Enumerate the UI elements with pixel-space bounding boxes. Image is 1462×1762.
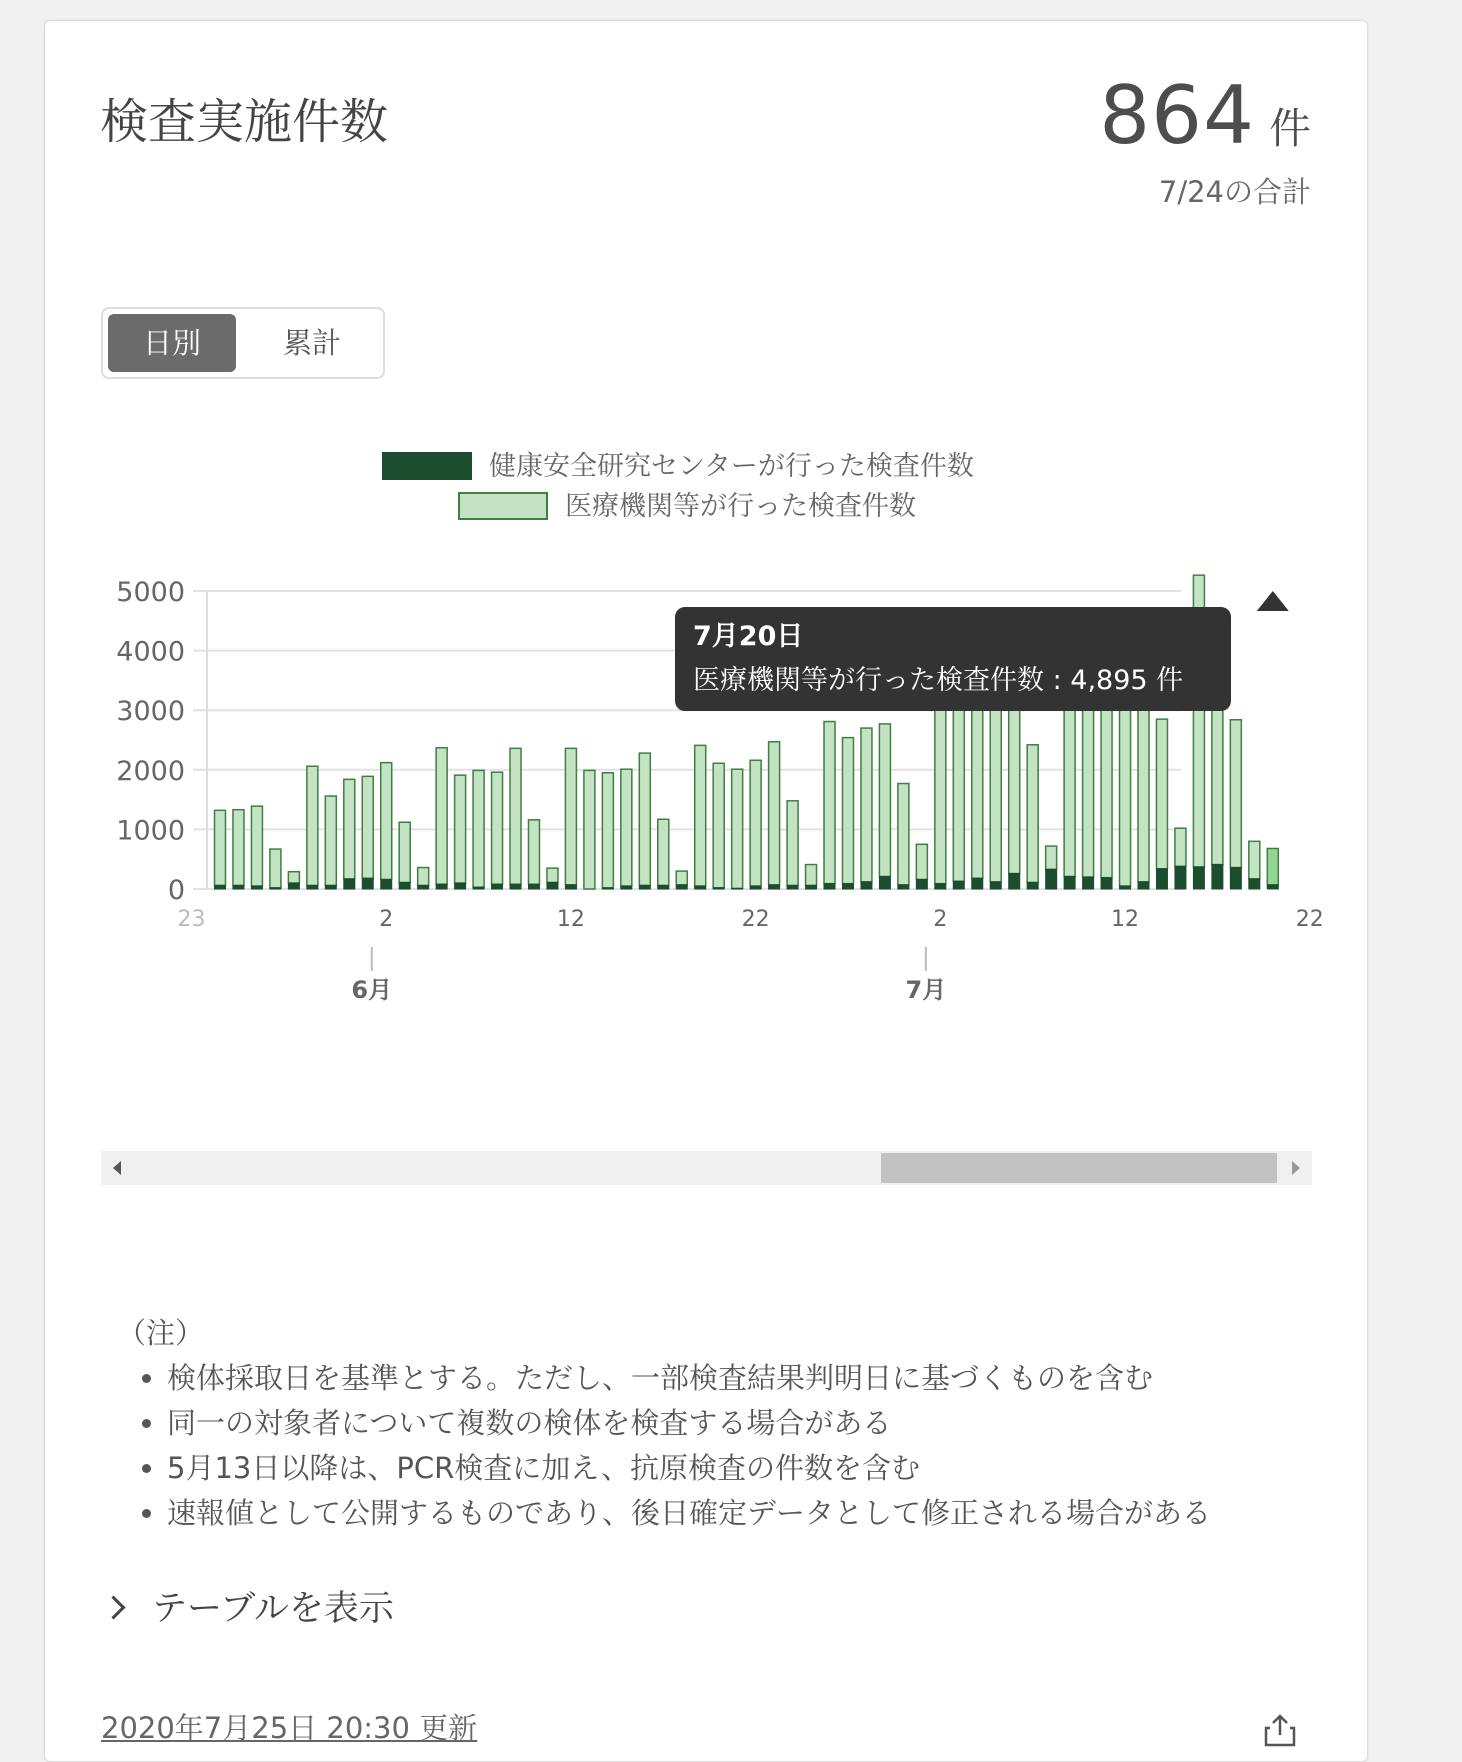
bar-center <box>953 881 964 889</box>
x-tick-label: 2 <box>933 907 948 932</box>
chevron-right-icon <box>101 1595 125 1619</box>
bar-center <box>251 886 262 889</box>
bar-center <box>1175 866 1186 889</box>
legend-swatch <box>383 453 471 479</box>
bar-center <box>676 885 687 889</box>
bar-medical <box>418 868 429 886</box>
bar-center <box>1046 869 1057 889</box>
bar-center <box>1064 876 1075 889</box>
scrollbar-thumb[interactable] <box>881 1153 1277 1183</box>
bar-medical <box>399 822 410 882</box>
bar-medical <box>1249 841 1260 879</box>
scroll-left-icon[interactable] <box>113 1161 121 1175</box>
bar-medical <box>510 748 521 884</box>
bar-center <box>639 885 650 889</box>
bar-center <box>898 885 909 889</box>
bar-center <box>1009 874 1020 889</box>
bar-center <box>935 884 946 889</box>
bar-medical <box>972 686 983 878</box>
bar-medical <box>1175 828 1186 866</box>
bar-medical <box>621 769 632 886</box>
bar-center <box>418 885 429 889</box>
total-value: 864 <box>1099 69 1255 162</box>
bar-center <box>621 886 632 889</box>
x-tick-label: 23 <box>177 907 206 932</box>
daily-toggle-button[interactable]: 日別 <box>108 314 236 372</box>
tooltip-title: 7月20日 <box>693 621 804 652</box>
bar-center <box>861 882 872 889</box>
chart-scrollbar[interactable] <box>101 1151 1312 1185</box>
chart-card <box>44 20 1368 1762</box>
x-tick-label: 12 <box>556 907 585 932</box>
tooltip-pointer <box>1257 591 1289 611</box>
notes-list <box>117 1356 1317 1536</box>
bar-medical <box>916 844 927 879</box>
bar-medical <box>565 748 576 884</box>
bar-center <box>713 888 724 889</box>
bar-medical <box>1230 720 1241 868</box>
bar-center <box>842 884 853 889</box>
bar-center <box>972 878 983 889</box>
bar-medical <box>1267 848 1278 884</box>
bar-medical <box>473 770 484 887</box>
x-tick-label: 2 <box>379 907 394 932</box>
bar-center <box>1230 868 1241 889</box>
note-item: • 5月13日以降は、PCR検査に加え、抗原検査の件数を含む <box>167 1446 1317 1491</box>
bar-medical <box>898 784 909 885</box>
bar-center <box>492 884 503 889</box>
bar-medical <box>732 769 743 888</box>
bar-center <box>399 882 410 889</box>
bar-center <box>1267 885 1278 889</box>
bar-center <box>1212 865 1223 889</box>
bar-center <box>602 888 613 889</box>
bar-center <box>1083 877 1094 889</box>
bar-center <box>455 883 466 889</box>
bar-medical <box>1156 719 1167 869</box>
month-label: 7月 <box>905 976 947 1004</box>
bar-medical <box>861 728 872 882</box>
cumulative-toggle-button[interactable]: 累計 <box>282 326 341 360</box>
bar-medical <box>362 776 373 878</box>
bar-center <box>695 886 706 889</box>
bar-medical <box>750 760 761 886</box>
bar-center <box>787 885 798 889</box>
scroll-right-icon[interactable] <box>1292 1161 1300 1175</box>
bar-medical <box>584 770 595 889</box>
bar-medical <box>325 796 336 885</box>
bar-medical <box>769 742 780 885</box>
notes-section <box>117 1311 1317 1536</box>
x-tick-label: 22 <box>1295 907 1324 932</box>
bar-center <box>990 882 1001 889</box>
y-tick-label: 0 <box>167 875 185 906</box>
bar-medical <box>251 806 262 886</box>
note-item: • 検体採取日を基準とする。ただし、一部検査結果判明日に基づくものを含む <box>167 1356 1317 1401</box>
notes-heading: （注） <box>117 1316 205 1350</box>
bar-center <box>769 885 780 889</box>
bar-medical <box>381 763 392 880</box>
legend-label: 健康安全研究センターが行った検査件数 <box>489 451 974 482</box>
bar-medical <box>547 868 558 882</box>
bar-medical <box>602 773 613 888</box>
bar-medical <box>1046 846 1057 869</box>
bar-medical <box>1027 745 1038 883</box>
show-table-toggle[interactable] <box>101 1581 394 1631</box>
x-tick-label: 22 <box>741 907 770 932</box>
bar-center <box>215 885 226 889</box>
month-label: 6月 <box>351 976 393 1004</box>
total-block <box>1099 69 1311 211</box>
bar-center <box>270 888 281 889</box>
bar-medical <box>639 753 650 885</box>
bar-medical <box>307 766 318 885</box>
bar-medical <box>842 738 853 884</box>
bar-center <box>362 878 373 889</box>
x-tick-label: 12 <box>1111 907 1140 932</box>
bar-center <box>473 887 484 889</box>
bar-center <box>879 876 890 889</box>
bar-center <box>1138 882 1149 889</box>
total-caption: 7/24の合計 <box>1158 175 1311 209</box>
y-tick-label: 2000 <box>116 755 185 787</box>
total-unit: 件 <box>1268 104 1311 153</box>
bar-center <box>510 884 521 889</box>
bar-medical <box>658 819 669 885</box>
bar-medical <box>344 779 355 879</box>
bar-center <box>344 879 355 889</box>
bar-center <box>1193 867 1204 889</box>
bar-center <box>806 885 817 889</box>
note-item: • 速報値として公開するものであり、後日確定データとして修正される場合がある <box>167 1491 1317 1536</box>
bar-medical <box>787 801 798 886</box>
bar-center <box>288 883 299 889</box>
note-item: • 同一の対象者について複数の検体を検査する場合がある <box>167 1401 1317 1446</box>
bar-medical <box>528 820 539 884</box>
bar-medical <box>436 748 447 884</box>
card-title: 検査実施件数 <box>100 94 389 150</box>
bar-center <box>233 885 244 889</box>
bar-center <box>1156 869 1167 889</box>
y-tick-label: 5000 <box>116 577 185 608</box>
legend-swatch <box>459 493 547 519</box>
bar-medical <box>215 810 226 885</box>
bar-medical <box>990 683 1001 881</box>
bar-medical <box>270 849 281 888</box>
bar-medical <box>455 775 466 883</box>
y-tick-label: 3000 <box>116 696 185 728</box>
bar-center <box>547 882 558 889</box>
bar-center <box>658 885 669 889</box>
bar-medical <box>695 745 706 886</box>
bar-center <box>528 884 539 889</box>
bar-center <box>1249 879 1260 889</box>
bar-medical <box>492 772 503 884</box>
bar-medical <box>713 763 724 888</box>
bar-center <box>436 884 447 889</box>
bar-chart <box>45 421 1367 1141</box>
show-table-label: テーブルを表示 <box>152 1589 394 1629</box>
bar-center <box>1101 878 1112 889</box>
bar-medical <box>953 699 964 881</box>
y-tick-label: 4000 <box>116 636 185 668</box>
bar-center <box>824 884 835 889</box>
bar-center <box>381 879 392 889</box>
legend-label: 医療機関等が行った検査件数 <box>565 491 916 522</box>
bar-medical <box>806 865 817 886</box>
bar-center <box>916 879 927 889</box>
bar-medical <box>824 722 835 884</box>
y-tick-label: 1000 <box>116 815 185 847</box>
bar-center <box>732 888 743 889</box>
bar-medical <box>676 871 687 885</box>
view-toggle <box>101 307 385 379</box>
tooltip-body: 医療機関等が行った検査件数 : 4,895 件 <box>693 665 1184 696</box>
bar-center <box>325 885 336 889</box>
bar-center <box>307 885 318 889</box>
bar-medical <box>288 872 299 883</box>
updated-timestamp[interactable]: 2020年7月25日 20:30 更新 <box>101 1711 478 1745</box>
share-icon[interactable] <box>1263 1713 1297 1747</box>
bar-center <box>1120 886 1131 889</box>
bar-center <box>565 885 576 889</box>
bar-medical <box>879 724 890 877</box>
bar-center <box>1027 882 1038 889</box>
bar-center <box>750 886 761 889</box>
bar-medical <box>233 810 244 886</box>
